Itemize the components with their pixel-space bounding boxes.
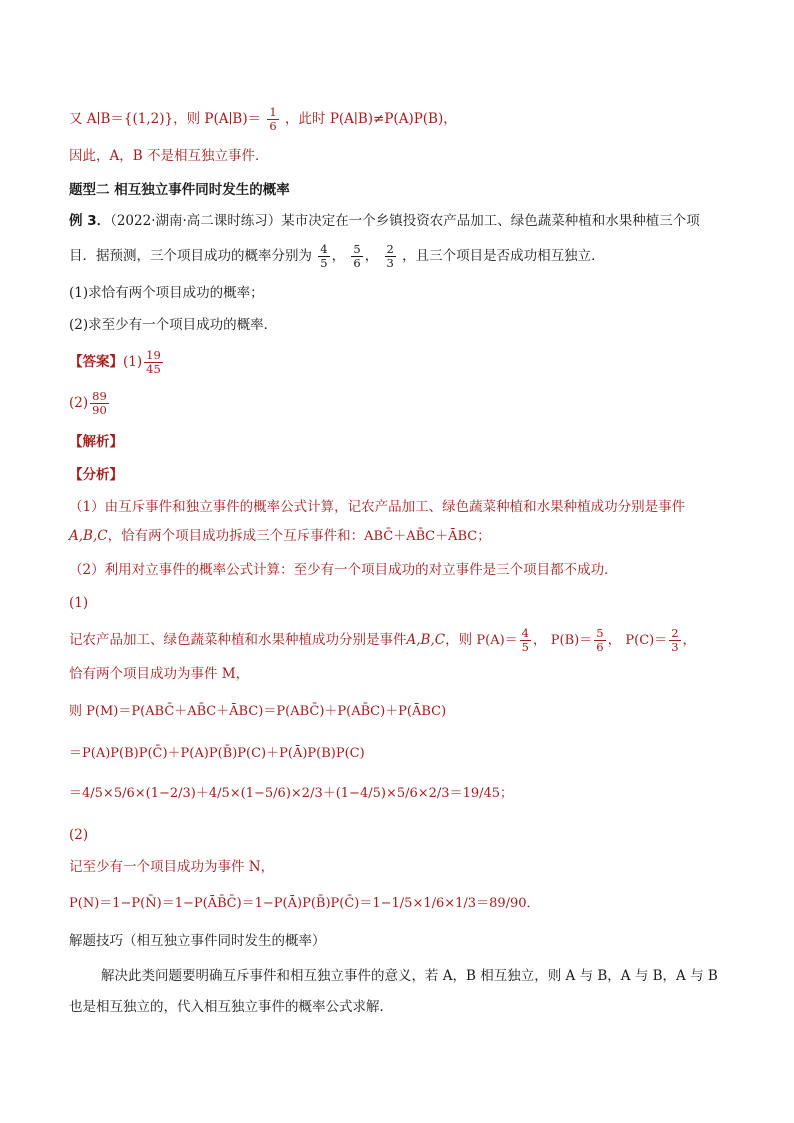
solution-line-2: 恰有两个项目成功为事件 M， bbox=[69, 666, 250, 682]
equation-2: ＝P(A)P(B)P(C̄)＋P(A)P(B̄)P(C)＋P(Ā)P(B)P(C) bbox=[69, 746, 365, 761]
denominator: 3 bbox=[671, 640, 679, 654]
example-text: 目．据预测，三个项目成功的概率分别为 bbox=[69, 248, 312, 264]
separator: ， bbox=[607, 632, 622, 648]
fraction bbox=[594, 627, 605, 654]
events-sum-expression: ABC̄＋AB̄C＋ĀBC； bbox=[364, 529, 491, 544]
top-condition-line bbox=[69, 106, 457, 133]
part-2-number: (2) bbox=[69, 827, 89, 843]
fenxi-line-2 bbox=[69, 527, 490, 546]
answer-label: 【答案】 bbox=[69, 354, 123, 370]
fenxi-line-1: （1）由互斥事件和独立事件的概率公式计算，记农产品加工、绿色蔬菜种植和水果种植成功分别是事件 bbox=[69, 499, 686, 515]
example-text: ，且三个项目是否成功相互独立． bbox=[402, 248, 605, 264]
fraction bbox=[520, 627, 531, 654]
numerator: 5 bbox=[353, 242, 361, 256]
set-expression: A∣B＝{(1,2)}，则 bbox=[86, 111, 201, 127]
numerator: 1 bbox=[269, 105, 277, 119]
separator: ， bbox=[364, 248, 379, 264]
fraction bbox=[385, 243, 396, 270]
events-symbol: A,B,C bbox=[406, 632, 446, 648]
answer-line-1 bbox=[69, 349, 165, 376]
denominator: 5 bbox=[320, 256, 328, 270]
numerator: 89 bbox=[92, 389, 107, 403]
prob-c: P(C)＝ bbox=[625, 633, 668, 648]
tip-title: 解题技巧（相互独立事件同时发生的概率） bbox=[69, 933, 326, 949]
equation-3: ＝4/5×5/6×(1−2/3)＋4/5×(1−5/6)×2/3＋(1−4/5)×5/6×2/3＝19/45； bbox=[69, 786, 514, 801]
numerator: 4 bbox=[320, 242, 328, 256]
fraction bbox=[144, 349, 163, 376]
numerator: 5 bbox=[596, 626, 604, 640]
answer-line-2 bbox=[69, 390, 111, 417]
denominator: 90 bbox=[92, 403, 107, 417]
numerator: 2 bbox=[386, 242, 394, 256]
analysis-label: 【解析】 bbox=[69, 434, 123, 450]
solution-text: 记农产品加工、绿色蔬菜种植和水果种植成功分别是事件 bbox=[69, 632, 407, 648]
separator: ， bbox=[682, 632, 697, 648]
denominator: 45 bbox=[146, 362, 161, 376]
numerator: 4 bbox=[521, 626, 529, 640]
tip-line-2: 也是相互独立的，代入相互独立事件的概率公式求解． bbox=[69, 999, 393, 1015]
connector-text: ，此时 bbox=[285, 111, 326, 127]
numerator: 2 bbox=[671, 626, 679, 640]
fraction bbox=[267, 106, 278, 133]
example-line-1 bbox=[69, 212, 700, 230]
fenxi-text: ，恰有两个项目成功拆成三个互斥事件和： bbox=[107, 528, 365, 544]
denominator: 6 bbox=[269, 119, 277, 133]
fraction bbox=[669, 627, 680, 654]
equation-1: 则 P(M)＝P(ABC̄＋AB̄C＋ĀBC)＝P(ABC̄)＋P(AB̄C)＋P(ĀBC) bbox=[69, 704, 447, 719]
inequality-expression: P(A∣B)≠P(A)P(B)， bbox=[329, 111, 457, 127]
part-number: (2) bbox=[69, 395, 89, 411]
denominator: 6 bbox=[353, 256, 361, 270]
fenxi-line-3: （2）利用对立事件的概率公式计算：至少有一个项目成功的对立事件是三个项目都不成功． bbox=[69, 562, 618, 578]
separator: ， bbox=[331, 248, 346, 264]
prefix-text: 又 bbox=[69, 111, 83, 127]
denominator: 5 bbox=[521, 640, 529, 654]
example-line-2 bbox=[69, 243, 605, 270]
equation-4: P(N)＝1−P(N̄)＝1−P(ĀB̄C̄)＝1−P(Ā)P(B̄)P(C̄)＝1−1/5×1/6×1/3＝89/90． bbox=[69, 896, 540, 911]
example-text: 某市决定在一个乡镇投资农产品加工、绿色蔬菜种植和水果种植三个项 bbox=[281, 213, 700, 229]
example-source: （2022·湖南·高二课时练习） bbox=[110, 213, 282, 229]
prob-a: P(A)＝ bbox=[476, 633, 518, 648]
events-symbol: A,B,C bbox=[69, 528, 108, 544]
denominator: 3 bbox=[386, 256, 394, 270]
fraction bbox=[90, 390, 109, 417]
prob-b: P(B)＝ bbox=[550, 633, 593, 648]
conditional-prob: P(A∣B)＝ bbox=[204, 111, 262, 127]
example-label: 例 3． bbox=[69, 213, 111, 229]
fraction bbox=[318, 243, 329, 270]
solution-line-1 bbox=[69, 627, 696, 654]
section-title: 题型二 相互独立事件同时发生的概率 bbox=[69, 182, 290, 198]
solution-2-line-1: 记至少有一个项目成功为事件 N， bbox=[69, 859, 275, 875]
numerator: 19 bbox=[146, 348, 161, 362]
conclusion-line: 因此，A，B 不是相互独立事件． bbox=[69, 148, 269, 164]
tip-line-1: 解决此类问题要明确互斥事件和相互独立事件的意义，若 A，B 相互独立，则 A 与 B，A 与 B，A 与 B bbox=[101, 968, 718, 984]
denominator: 6 bbox=[596, 640, 604, 654]
solution-text: ，则 bbox=[445, 632, 473, 648]
question-2: (2)求至少有一个项目成功的概率． bbox=[69, 317, 278, 333]
part-number: (1) bbox=[123, 354, 143, 370]
separator: ， bbox=[533, 632, 547, 648]
part-1-number: (1) bbox=[69, 595, 89, 611]
fraction bbox=[351, 243, 362, 270]
fenxi-label: 【分析】 bbox=[69, 467, 123, 483]
question-1: (1)求恰有两个项目成功的概率； bbox=[69, 285, 264, 301]
